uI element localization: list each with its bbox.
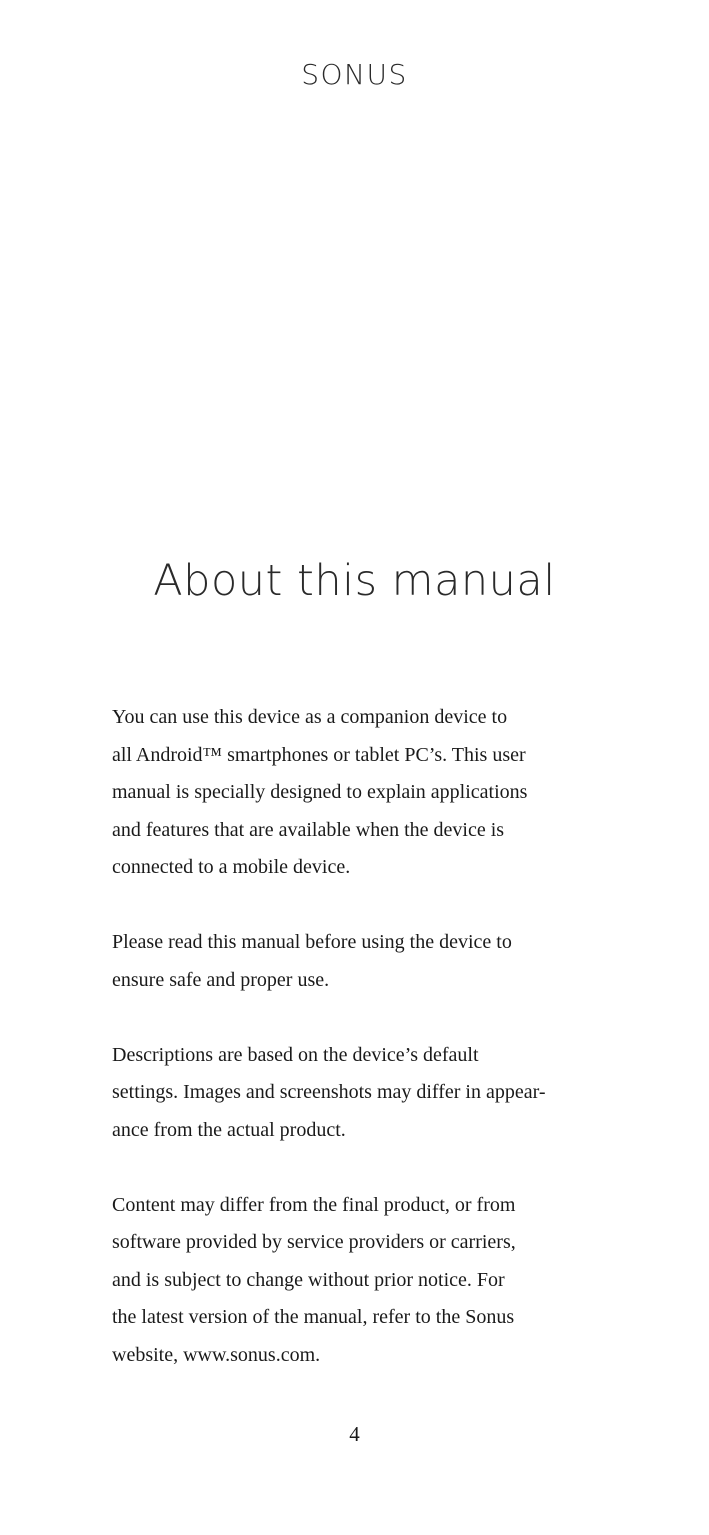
text-line: and features that are available when the device is: [112, 818, 505, 841]
page-title: About this manual: [153, 556, 556, 606]
page-number: 4: [349, 1422, 360, 1446]
text-line: connected to a mobile device.: [112, 856, 351, 878]
text-line: ensure safe and proper use.: [112, 968, 330, 991]
text-line: and is subject to change without prior notice. For: [112, 1268, 505, 1291]
text-line: You can use this device as a companion device to: [112, 706, 508, 728]
text-line: software provided by service providers or carriers,: [112, 1231, 516, 1253]
brand-logo-text: SONUS: [301, 58, 408, 91]
text-line: website, www.sonus.com.: [112, 1343, 321, 1366]
text-line: Please read this manual before using the device to: [112, 931, 512, 953]
text-line: ance from the actual product.: [112, 1118, 346, 1141]
paragraph-read-before-use: [112, 924, 612, 999]
manual-body: [112, 699, 612, 1412]
text-line: settings. Images and screenshots may differ in appear-: [112, 1081, 546, 1103]
text-line: all Android™ smartphones or tablet PC’s. This user: [112, 743, 526, 766]
text-line: the latest version of the manual, refer to the Sonus: [112, 1306, 515, 1328]
paragraph-default-settings: [112, 1037, 612, 1150]
paragraph-content-may-differ: [112, 1187, 612, 1375]
paragraph-companion-device: [112, 699, 612, 887]
text-line: Descriptions are based on the device’s default: [112, 1043, 479, 1066]
text-line: Content may differ from the final product, or from: [112, 1193, 516, 1216]
text-line: manual is specially designed to explain applications: [112, 781, 528, 803]
